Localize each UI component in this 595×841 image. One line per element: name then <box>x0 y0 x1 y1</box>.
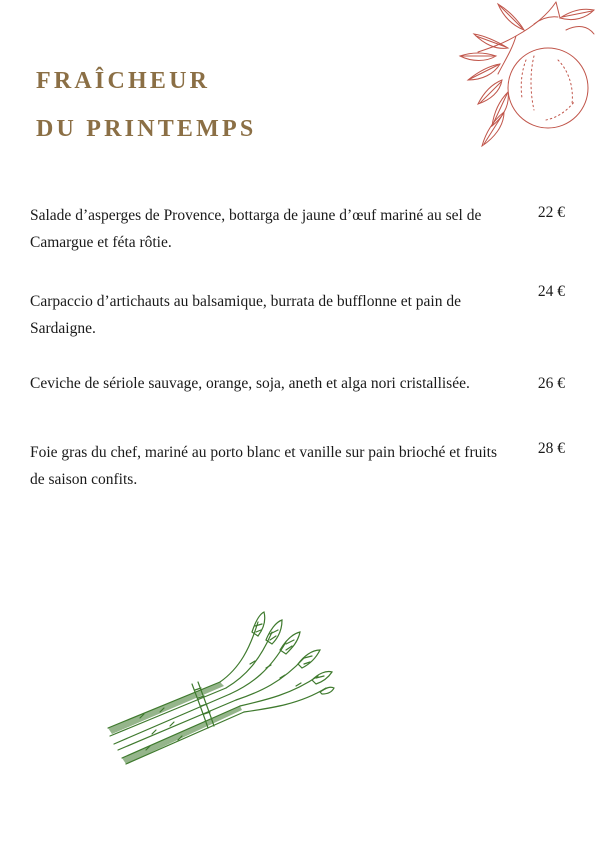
dish-description: Carpaccio d’artichauts au balsamique, burrata de bufflonne et pain de Sardaigne. <box>30 293 461 337</box>
lemon-branch-icon <box>438 0 595 152</box>
dish-description: Ceviche de sériole sauvage, orange, soja, aneth et alga nori cristallisée. <box>30 375 470 392</box>
dish-price: 28 € <box>537 440 565 457</box>
dish-description: Foie gras du chef, mariné au porto blanc et vanille sur pain brioché et fruits de saison confits. <box>30 444 497 488</box>
dish-description: Salade d’asperges de Provence, bottarga de jaune d’œuf mariné au sel de Camargue et féta rôtie. <box>30 207 482 251</box>
menu-title-line-2: DU PRINTEMPS <box>36 116 257 142</box>
dish-price: 26 € <box>537 375 565 392</box>
dish-price: 24 € <box>537 283 565 300</box>
dish-price: 22 € <box>537 204 565 221</box>
asparagus-bunch-icon <box>100 608 335 770</box>
menu-title-line-1: FRAÎCHEUR <box>36 68 211 94</box>
